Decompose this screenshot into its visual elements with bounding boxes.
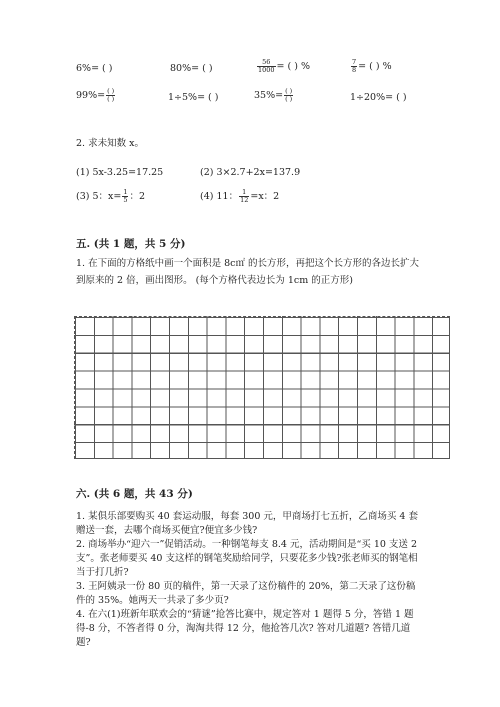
equation-3 xyxy=(76,188,145,204)
denominator: 8 xyxy=(352,66,357,74)
blank-35-percent xyxy=(254,88,294,103)
problem-4: 4. 在六(1)班新年联欢会的“猜谜”抢答比赛中，规定答对 1 题得 5 分，答错 1 题得-8 分，不答者得 0 分，淘淘共得 12 分，他抢答几次? 答对几道题? 答错几道题? xyxy=(76,609,414,648)
numerator: 1 xyxy=(239,189,249,197)
expression: (3) 5：x= xyxy=(76,191,122,202)
expression: ：2 xyxy=(129,191,146,202)
blank-99-percent xyxy=(76,88,116,103)
section-5-question: 1. 在下面的方格纸中画一个面积是 8c㎡ 的长方形，再把这个长方形的各边长扩大到原来的 2 倍，画出图形。 (每个方格代表边长为 1cm 的正方形) xyxy=(76,258,419,286)
equation-2: (2) 3×2.7+2x=137.9 xyxy=(200,167,301,178)
numerator: ( ) xyxy=(285,87,293,95)
expression: =x：2 xyxy=(250,191,280,202)
section-6-title: 六. (共 6 题，共 43 分) xyxy=(76,488,193,500)
problem-3: 3. 王阿姨录一份 80 页的稿件，第一天录了这份稿件的 20%，第二天录了这份稿件的 35%。她两天一共录了多少页? xyxy=(76,581,416,606)
denominator: 1000 xyxy=(258,66,275,74)
numerator: 56 xyxy=(257,59,276,67)
expression: 99%= xyxy=(76,90,106,101)
section-5-title: 五. (共 1 题，共 5 分) xyxy=(76,238,186,250)
blank: = ( ) % xyxy=(358,61,392,72)
equation-1: (1) 5x-3.25=17.25 xyxy=(76,167,164,178)
solve-x-heading: 2. 求未知数 x。 xyxy=(76,138,144,149)
grid-paper[interactable] xyxy=(74,316,450,459)
fraction xyxy=(239,189,249,204)
blank-fraction-7-8 xyxy=(350,59,392,74)
numerator: ( ) xyxy=(107,87,115,95)
numerator: 1 xyxy=(123,188,128,196)
problem-1: 1. 某俱乐部要购买 40 套运动服，每套 300 元，甲商场打七五折，乙商场买 4 套赠送一套，去哪个商场买便宜?便宜多少钱? xyxy=(76,511,418,536)
blank-1-div-20-percent: 1÷20%= ( ) xyxy=(350,92,407,103)
fraction-blank xyxy=(284,88,293,103)
numerator: 7 xyxy=(352,58,357,66)
blank-80-percent: 80%= ( ) xyxy=(170,63,213,74)
blank-1-div-5-percent: 1÷5%= ( ) xyxy=(168,92,219,103)
word-problems xyxy=(76,510,422,650)
blank: = ( ) % xyxy=(276,61,311,72)
expression: (4) 11： xyxy=(200,191,239,202)
equation-4 xyxy=(200,188,279,204)
fraction xyxy=(122,189,128,204)
blank-6-percent: 6%= ( ) xyxy=(76,63,113,74)
fraction-blank xyxy=(106,88,115,103)
denominator: 5 xyxy=(123,196,128,204)
denominator: ( ) xyxy=(285,95,293,103)
fraction xyxy=(351,59,357,74)
denominator: ( ) xyxy=(107,95,115,103)
denominator: 12 xyxy=(240,196,249,204)
problem-2: 2. 商场举办“迎六一”促销活动。一种钢笔每支 8.4 元，活动期间是“买 10 支送 2 支”。张老师要买 40 支这样的钢笔奖励给同学，只要花多少钱?张老师买的钢笔相当于打几折? xyxy=(76,539,418,578)
blank-fraction-56-1000 xyxy=(256,59,310,74)
fraction xyxy=(257,59,276,74)
expression: 35%= xyxy=(254,90,284,101)
